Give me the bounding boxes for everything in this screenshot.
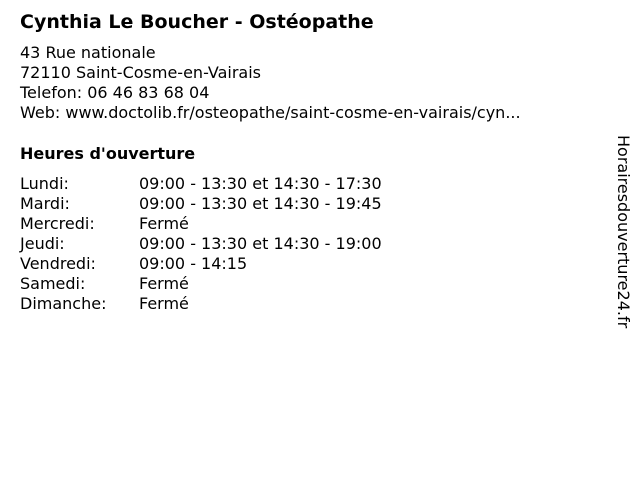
site-brand-vertical xyxy=(612,135,634,371)
day-label: Vendredi: xyxy=(20,254,96,273)
address-block xyxy=(20,43,521,123)
day-label: Mercredi: xyxy=(20,214,95,233)
city-address: 72110 Saint-Cosme-en-Vairais xyxy=(20,63,262,82)
day-label: Dimanche: xyxy=(20,294,107,313)
time-value: Fermé xyxy=(139,274,189,293)
hours-row-samedi xyxy=(20,274,580,294)
website-link[interactable]: Web: www.doctolib.fr/osteopathe/saint-cosme-en-vairais/cyn... xyxy=(20,103,521,122)
opening-hours-heading: Heures d'ouverture xyxy=(20,144,196,163)
page-title: Cynthia Le Boucher - Ostéopathe xyxy=(20,11,374,33)
time-value: 09:00 - 13:30 et 14:30 - 19:45 xyxy=(139,194,382,213)
hours-row-vendredi xyxy=(20,254,580,274)
hours-row-dimanche xyxy=(20,294,580,314)
site-brand-text: Horairesdouverture24.fr xyxy=(614,135,633,329)
day-label: Samedi: xyxy=(20,274,86,293)
day-label: Jeudi: xyxy=(20,234,65,253)
hours-row-mardi xyxy=(20,194,580,214)
time-value: Fermé xyxy=(139,214,189,233)
time-value: 09:00 - 13:30 et 14:30 - 17:30 xyxy=(139,174,382,193)
time-value: 09:00 - 14:15 xyxy=(139,254,248,273)
day-label: Lundi: xyxy=(20,174,69,193)
day-label: Mardi: xyxy=(20,194,70,213)
street-address: 43 Rue nationale xyxy=(20,43,156,62)
hours-row-lundi xyxy=(20,174,580,194)
time-value: Fermé xyxy=(139,294,189,313)
hours-row-jeudi xyxy=(20,234,580,254)
opening-hours-table xyxy=(20,174,580,314)
hours-row-mercredi xyxy=(20,214,580,234)
phone-number[interactable]: Telefon: 06 46 83 68 04 xyxy=(20,83,210,102)
time-value: 09:00 - 13:30 et 14:30 - 19:00 xyxy=(139,234,382,253)
